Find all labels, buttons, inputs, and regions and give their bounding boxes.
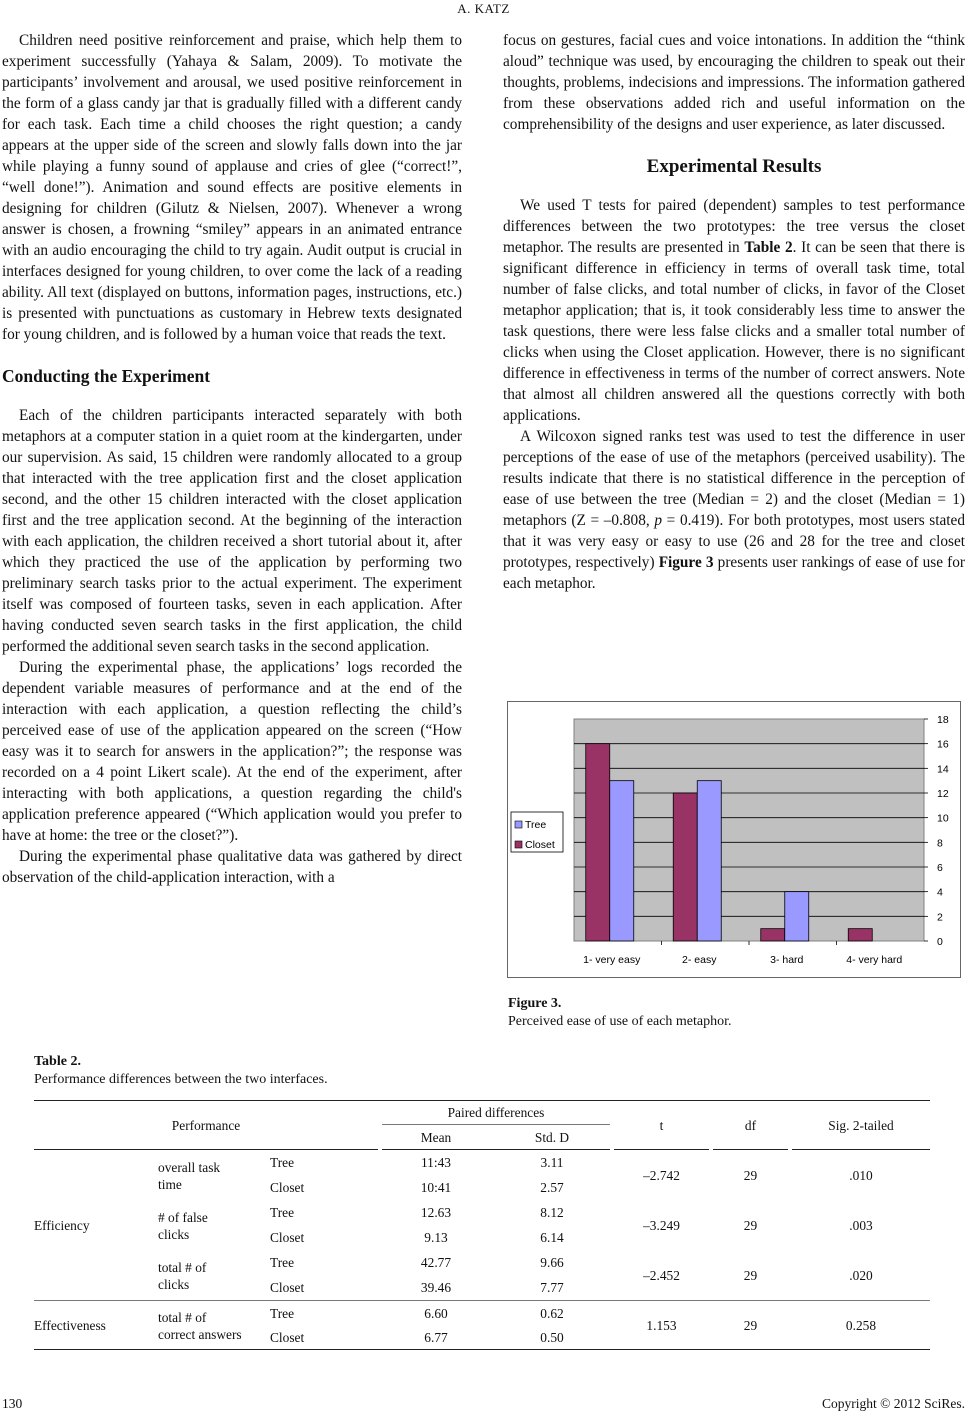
table-row bbox=[34, 1300, 930, 1325]
page-number: 130 bbox=[2, 1396, 23, 1411]
header-std: Std. D bbox=[494, 1125, 610, 1150]
header-paired-differences: Paired differences bbox=[382, 1100, 610, 1125]
x-tick-label: 3- hard bbox=[770, 954, 804, 966]
prototype-cell: Tree bbox=[270, 1205, 295, 1220]
prototype-cell: Tree bbox=[270, 1300, 378, 1325]
text-run: We used T tests for paired (dependent) samples to test performance differences between the two prototypes: the tree versus the closet metaphor. The results are presented in bbox=[503, 197, 965, 256]
std-cell: 8.12 bbox=[540, 1205, 564, 1220]
table-row bbox=[34, 1250, 930, 1275]
bar-closet bbox=[761, 929, 785, 941]
mean-cell: 39.46 bbox=[420, 1280, 452, 1295]
prototype-cell: Closet bbox=[270, 1280, 305, 1295]
section-title: Conducting the Experiment bbox=[2, 366, 211, 386]
measure-cell bbox=[158, 1300, 266, 1350]
running-head: A. KATZ bbox=[457, 1, 510, 16]
measure-name-line: clicks bbox=[158, 1277, 190, 1292]
y-tick-label: 14 bbox=[937, 763, 949, 776]
t-cell: 1.153 bbox=[614, 1300, 709, 1350]
table-reference: Table 2 bbox=[744, 239, 793, 256]
left-column bbox=[2, 30, 462, 888]
figure-caption-text: Perceived ease of use of each metaphor. bbox=[508, 1014, 732, 1029]
mean-cell: 6.77 bbox=[382, 1325, 490, 1350]
header-t: t bbox=[614, 1100, 709, 1150]
mean-cell: 42.77 bbox=[420, 1255, 452, 1270]
std-cell: 3.11 bbox=[540, 1155, 564, 1170]
category-cell: Efficiency bbox=[34, 1217, 90, 1233]
legend-label: Tree bbox=[525, 819, 547, 831]
sig-cell: .010 bbox=[849, 1167, 873, 1183]
paragraph: Each of the children participants interacted separately with both metaphors at a computer station in a quiet room at the kindergarten, under our supervision. As said, 15 children were randomly allocated to a group that interacted with the tree application first and the closet application second, and the other 15 children interacted with the closet application first and the tree application second. At the beginning of the interaction with each application, the children received a short tutorial about it, after which they practiced the use of the application by performing two preliminary search tasks prior to the actual experiment. The experiment itself was composed of fourteen tasks, seven in each application. After having conducted seven search tasks in the first application, the child performed the additional seven search tasks in the second application. bbox=[2, 407, 462, 655]
mean-cell: 12.63 bbox=[420, 1205, 452, 1220]
measure-name-line: overall task bbox=[158, 1160, 221, 1175]
legend-label: Closet bbox=[525, 839, 555, 851]
sig-cell: 0.258 bbox=[792, 1300, 930, 1350]
y-tick-label: 6 bbox=[937, 862, 943, 874]
measure-name-line: time bbox=[158, 1177, 182, 1192]
bar-tree bbox=[697, 781, 721, 941]
text-run: = 0.419). For both prototypes, most users stated that it was very easy or easy to use (26 and 28 for the tree and closet prototypes, respectively) bbox=[503, 512, 965, 571]
mean-cell: 6.60 bbox=[382, 1300, 490, 1325]
t-cell: –2.742 bbox=[643, 1167, 680, 1183]
text-run: presents user rankings of ease of use for each metaphor. bbox=[503, 554, 965, 592]
category-cell: Effectiveness bbox=[34, 1300, 154, 1350]
prototype-cell: Closet bbox=[270, 1180, 305, 1195]
section-title: Experimental Results bbox=[646, 156, 822, 177]
performance-table bbox=[34, 1100, 930, 1350]
bar-closet bbox=[586, 744, 610, 941]
legend-swatch-closet bbox=[515, 841, 522, 848]
prototype-cell: Closet bbox=[270, 1230, 305, 1245]
y-tick-label: 2 bbox=[937, 911, 943, 924]
df-cell: 29 bbox=[743, 1267, 758, 1283]
measure-cell bbox=[158, 1250, 266, 1300]
std-cell: 6.14 bbox=[540, 1230, 564, 1245]
figure-label: Figure 3. bbox=[508, 996, 562, 1011]
legend-swatch-tree bbox=[515, 821, 522, 828]
df-cell: 29 bbox=[713, 1300, 788, 1350]
paragraph: During the experimental phase qualitative data was gathered by direct observation of the child-application interaction, with a bbox=[2, 848, 462, 886]
bar-closet bbox=[673, 793, 697, 941]
sig-cell: .020 bbox=[849, 1267, 873, 1283]
paragraph bbox=[503, 426, 965, 594]
prototype-cell: Closet bbox=[270, 1325, 378, 1350]
df-cell: 29 bbox=[743, 1167, 758, 1183]
measure-cell bbox=[158, 1150, 266, 1200]
measure-name-line: correct answers bbox=[158, 1327, 242, 1342]
performance-table-wrap bbox=[34, 1100, 930, 1350]
text-run: . It can be seen that there is significant difference in efficiency in terms of overall task time, total number of false clicks, and total number of clicks, in favor of the Closet metaphor application; that is, it took considerably less time to answer the task questions, there were less false clicks and a smaller total number of clicks when using the Closet application. However, there is no significant difference in effectiveness in terms of the number of correct answers. Note that almost all children answered all the questions correctly with both applications. bbox=[503, 239, 966, 424]
y-tick-label: 10 bbox=[937, 812, 949, 825]
std-cell: 0.62 bbox=[494, 1300, 610, 1325]
text-run: p bbox=[654, 512, 662, 529]
mean-cell: 9.13 bbox=[424, 1230, 448, 1245]
measure-cell bbox=[158, 1200, 266, 1250]
x-tick-label: 1- very easy bbox=[583, 954, 641, 966]
figure-reference: Figure 3 bbox=[658, 554, 714, 571]
header-sig: Sig. 2-tailed bbox=[792, 1100, 930, 1150]
t-cell: –2.452 bbox=[643, 1267, 680, 1283]
copyright-notice: Copyright © 2012 SciRes. bbox=[821, 1396, 965, 1411]
figure-3-chart bbox=[507, 701, 961, 978]
bar-tree bbox=[785, 892, 809, 941]
bar-chart bbox=[508, 702, 962, 979]
y-tick-label: 12 bbox=[937, 788, 949, 800]
header-performance: Performance bbox=[34, 1100, 378, 1150]
y-tick-label: 0 bbox=[937, 936, 943, 948]
measure-name-line: # of false bbox=[158, 1210, 208, 1225]
header-mean: Mean bbox=[382, 1125, 490, 1150]
std-cell: 2.57 bbox=[540, 1180, 564, 1195]
t-cell: –3.249 bbox=[643, 1217, 680, 1233]
table-caption bbox=[34, 1053, 328, 1089]
paragraph: During the experimental phase, the applications’ logs recorded the dependent variable measures of performance and at the end of the interaction with each application, a question reflecting the child’s perceived ease of use of the application appeared on the screen (“How easy was it to search for answers in the application?”; the response was recorded on a 4 point Likert scale). At the end of the experiment, after interacting with both applications, a question regarding the child's application preference appeared (“Which application would you prefer to have at home: the tree or the closet?”). bbox=[2, 659, 462, 844]
std-cell: 0.50 bbox=[494, 1325, 610, 1350]
paragraph bbox=[503, 195, 965, 426]
std-cell: 9.66 bbox=[540, 1255, 564, 1270]
table-row bbox=[34, 1150, 930, 1175]
sig-cell: .003 bbox=[849, 1217, 873, 1233]
table-label: Table 2. bbox=[34, 1054, 81, 1069]
measure-name-line: total # of bbox=[158, 1310, 207, 1325]
bar-closet bbox=[848, 929, 872, 941]
y-tick-label: 18 bbox=[937, 714, 949, 726]
x-tick-label: 2- easy bbox=[682, 954, 717, 966]
measure-name-line: total # of bbox=[158, 1260, 207, 1275]
text-run: A Wilcoxon signed ranks test was used to test the difference in user perceptions of the ease of use of the metaphors (perceived usability). The results indicate that there is no statistical difference in the perception of ease of use between the tree (Median = 2) and the closet (Median = 1) metaphors (Z = –0.808, bbox=[503, 428, 965, 529]
y-tick-label: 4 bbox=[937, 886, 943, 899]
y-tick-label: 8 bbox=[937, 837, 943, 850]
bar-tree bbox=[610, 781, 634, 941]
df-cell: 29 bbox=[743, 1217, 758, 1233]
mean-cell: 10:41 bbox=[420, 1180, 452, 1195]
mean-cell: 11:43 bbox=[420, 1155, 451, 1170]
figure-caption bbox=[508, 995, 732, 1031]
table-row bbox=[34, 1200, 930, 1225]
header-df: df bbox=[713, 1100, 788, 1150]
prototype-cell: Tree bbox=[270, 1255, 295, 1270]
x-tick-label: 4- very hard bbox=[846, 954, 903, 966]
measure-name-line: clicks bbox=[158, 1227, 190, 1242]
table-caption-text: Performance differences between the two interfaces. bbox=[34, 1072, 328, 1087]
std-cell: 7.77 bbox=[540, 1280, 564, 1295]
y-tick-label: 16 bbox=[937, 738, 949, 751]
prototype-cell: Tree bbox=[270, 1155, 295, 1170]
paragraph: Children need positive reinforcement and praise, which help them to experiment successfully (Yahaya & Salam, 2009). To motivate the participants’ involvement and arousal, we used positive reinforcement in the form of a glass candy jar that is gradually filled with a different candy for each task. Each time a child chooses the right question; a candy appears at the upper side of the screen and slowly falls down into the jar while playing a funny sound of applause and cries of glee (“correct!”, “well done!”). Animation and sound effects are positive elements in designing for children (Gilutz & Nielsen, 2007). Whenever a wrong answer is chosen, a frowning “smiley” appears in an animated entrance with an audio encouraging the child to try again. Audit output is crucial in interfaces designed for young children, to over come the lack of a reading ability. All text (displayed on buttons, information pages, instructions, etc.) is presented with punctuations as customary in Hebrew texts designated for young children, and is followed by a human voice that reads the text. bbox=[2, 32, 462, 343]
paragraph: focus on gestures, facial cues and voice intonations. In addition the “think aloud” technique was used, by encouraging the children to speak out their thoughts, problems, indecisions and impressions. The information gathered from these observations added rich and useful information on the comprehensibility of the designs and user experience, as later discussed. bbox=[503, 32, 965, 133]
right-column bbox=[503, 30, 965, 594]
